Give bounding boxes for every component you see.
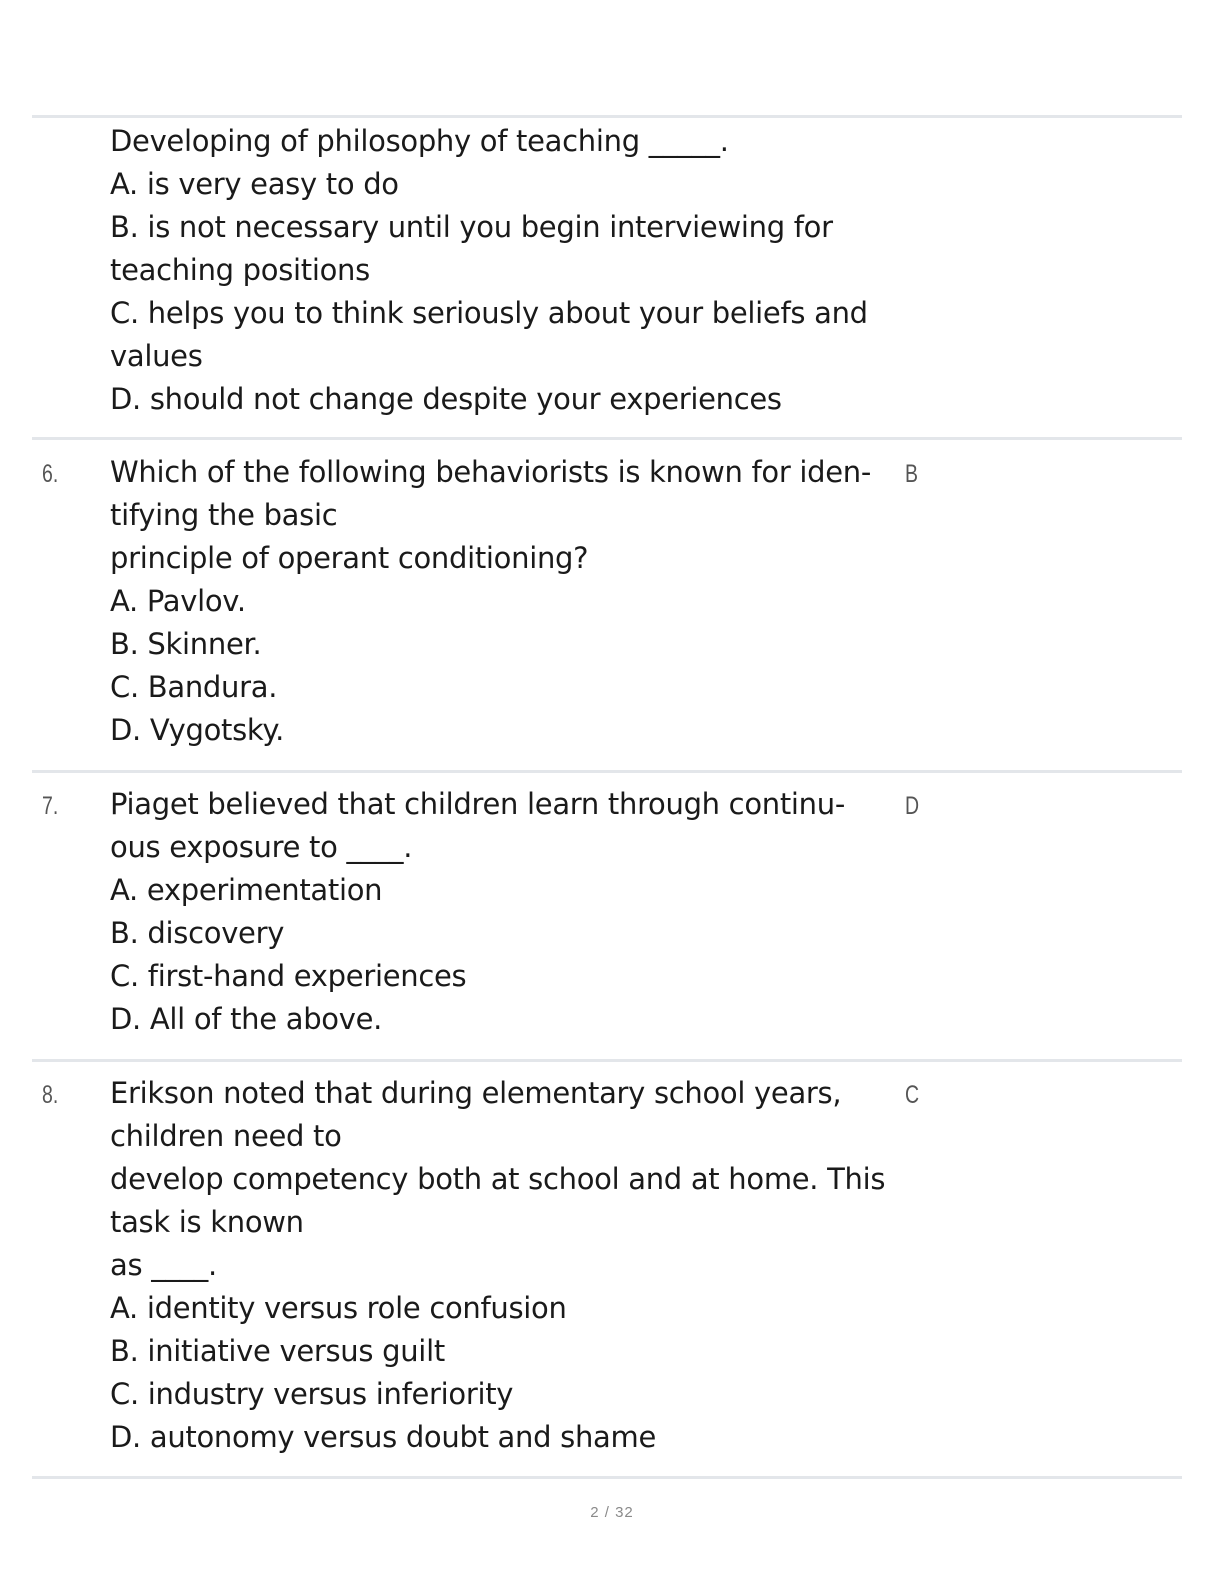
- question-line: Piaget believed that children learn through continu-: [110, 787, 846, 821]
- option-d: D. Vygotsky.: [110, 713, 285, 747]
- question-text: [110, 783, 910, 1041]
- option-b: B. discovery: [110, 916, 285, 950]
- option-b: B. initiative versus guilt: [110, 1334, 445, 1368]
- divider: [32, 115, 1182, 118]
- divider: [32, 770, 1182, 773]
- option-c: C. helps you to think seriously about your beliefs and: [110, 296, 868, 330]
- divider: [32, 1059, 1182, 1062]
- option-c: C. industry versus inferiority: [110, 1377, 514, 1411]
- question-line: as ____.: [110, 1248, 217, 1282]
- question-line: develop competency both at school and at home. This: [110, 1162, 886, 1196]
- question-line: Erikson noted that during elementary school years,: [110, 1076, 842, 1110]
- option-c: C. first-hand experiences: [110, 959, 467, 993]
- question-number: 7.: [42, 792, 59, 820]
- question-line: principle of operant conditioning?: [110, 541, 589, 575]
- question-number: 8.: [42, 1081, 59, 1109]
- option-a: A. experimentation: [110, 873, 383, 907]
- option-c-continued: values: [110, 339, 203, 373]
- question-line: Developing of philosophy of teaching _____.: [110, 124, 729, 158]
- option-d: D. All of the above.: [110, 1002, 383, 1036]
- question-text: [110, 451, 910, 752]
- question-number: 6.: [42, 460, 59, 488]
- option-b-continued: teaching positions: [110, 253, 370, 287]
- page-indicator: 2 / 32: [590, 1504, 634, 1521]
- question-line: Which of the following behaviorists is known for iden-: [110, 455, 872, 489]
- option-d: D. should not change despite your experiences: [110, 382, 782, 416]
- option-c: C. Bandura.: [110, 670, 278, 704]
- option-a: A. is very easy to do: [110, 167, 399, 201]
- divider: [32, 437, 1182, 440]
- question-line: task is known: [110, 1205, 304, 1239]
- answer-key: B: [905, 460, 919, 488]
- question-text: [110, 1072, 910, 1459]
- option-d: D. autonomy versus doubt and shame: [110, 1420, 656, 1454]
- question-line: ous exposure to ____.: [110, 830, 413, 864]
- answer-key: D: [905, 792, 920, 820]
- option-b: B. is not necessary until you begin interviewing for: [110, 210, 833, 244]
- divider: [32, 1476, 1182, 1479]
- question-text: [110, 120, 910, 421]
- option-a: A. identity versus role confusion: [110, 1291, 567, 1325]
- question-line: tifying the basic: [110, 498, 338, 532]
- question-line: children need to: [110, 1119, 342, 1153]
- answer-key: C: [905, 1081, 920, 1109]
- option-a: A. Pavlov.: [110, 584, 246, 618]
- option-b: B. Skinner.: [110, 627, 262, 661]
